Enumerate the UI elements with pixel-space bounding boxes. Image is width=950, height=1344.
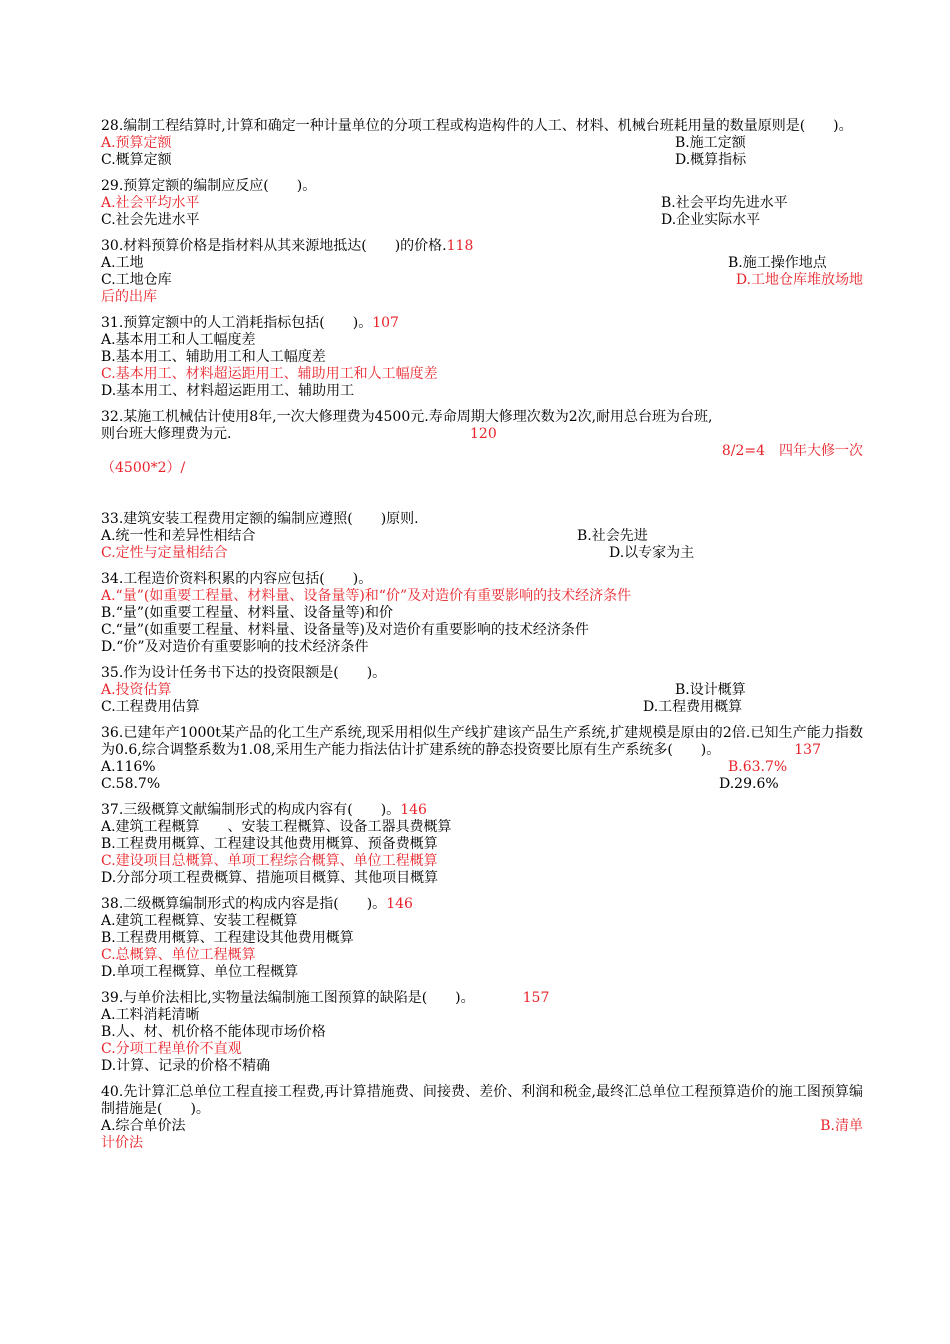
option-d: D.工程费用概算 bbox=[643, 699, 743, 715]
option-d: D.企业实际水平 bbox=[661, 212, 761, 228]
question-30 bbox=[101, 238, 863, 306]
question-stem: 28.编制工程结算时,计算和确定一种计量单位的分项工程或构造构件的人工、材料、机械台班耗用量的数量原则是( )。 bbox=[101, 118, 853, 134]
option-a: A.工料消耗清晰 bbox=[101, 1007, 200, 1023]
option-c: C.58.7% bbox=[101, 776, 161, 792]
option-b: B.设计概算 bbox=[675, 682, 746, 698]
option-c: C.“量”(如重要工程量、材料量、设备量等)及对造价有重要影响的技术经济条件 bbox=[101, 622, 589, 638]
option-d: D.以专家为主 bbox=[609, 545, 695, 561]
option-a: A.统一性和差异性相结合 bbox=[101, 528, 256, 544]
option-b: B.工程费用概算、工程建设其他费用概算 bbox=[101, 930, 354, 946]
page-reference: 157 bbox=[522, 990, 550, 1006]
question-stem: 32.某施工机械估计使用8年,一次大修理费为4500元.寿命周期大修理次数为2次,耐用总台班为台班, bbox=[101, 409, 713, 425]
option-a: A.建筑工程概算 、安装工程概算、设备工器具费概算 bbox=[101, 819, 452, 835]
option-b: B.社会先进 bbox=[577, 528, 648, 544]
option-c: C.基本用工、材料超运距用工、辅助用工和人工幅度差 bbox=[101, 366, 438, 382]
option-b-continued: 计价法 bbox=[101, 1135, 143, 1151]
option-c: C.工地仓库 bbox=[101, 272, 172, 288]
question-stem: 33.建筑安装工程费用定额的编制应遵照( )原则. bbox=[101, 511, 419, 527]
page-reference: 146 bbox=[386, 896, 413, 912]
option-a: A.投资估算 bbox=[101, 682, 172, 698]
question-stem: 35.作为设计任务书下达的投资限额是( )。 bbox=[101, 665, 387, 681]
option-c: C.工程费用估算 bbox=[101, 699, 200, 715]
option-c: C.社会先进水平 bbox=[101, 212, 200, 228]
document-page bbox=[101, 118, 863, 1161]
question-32 bbox=[101, 409, 863, 502]
question-31 bbox=[101, 315, 863, 400]
question-stem-continued: 则台班大修理费为元. bbox=[101, 426, 232, 442]
page-reference: 120 bbox=[470, 426, 497, 442]
page-reference: 146 bbox=[400, 802, 427, 818]
page-reference: 118 bbox=[446, 238, 474, 254]
page-reference: 137 bbox=[794, 742, 821, 758]
question-34 bbox=[101, 571, 863, 656]
option-c: C.总概算、单位工程概算 bbox=[101, 947, 256, 963]
answer-note: 8/2=4 四年大修一次 bbox=[721, 443, 863, 459]
question-37 bbox=[101, 802, 863, 887]
option-a: A.116% bbox=[101, 759, 156, 775]
question-stem: 40.先计算汇总单位工程直接工程费,再计算措施费、间接费、差价、利润和税金,最终汇总单位工程预算造价的施工图预算编制措施是( )。 bbox=[101, 1084, 863, 1117]
option-d: D.基本用工、材料超运距用工、辅助用工 bbox=[101, 383, 355, 399]
question-stem: 29.预算定额的编制应反应( )。 bbox=[101, 178, 317, 194]
option-a: A.“量”(如重要工程量、材料量、设备量等)和“价”及对造价有重要影响的技术经济条件 bbox=[101, 588, 632, 604]
option-c: C.定性与定量相结合 bbox=[101, 545, 228, 561]
question-38 bbox=[101, 896, 863, 981]
option-a: A.综合单价法 bbox=[101, 1118, 186, 1134]
option-b: B.人、材、机价格不能体现市场价格 bbox=[101, 1024, 326, 1040]
option-d: D.分部分项工程费概算、措施项目概算、其他项目概算 bbox=[101, 870, 439, 886]
option-d-continued: 后的出库 bbox=[101, 289, 157, 305]
option-a: A.基本用工和人工幅度差 bbox=[101, 332, 256, 348]
question-stem: 38.二级概算编制形式的构成内容是指( )。 bbox=[101, 896, 387, 912]
option-c: C.分项工程单价不直观 bbox=[101, 1041, 242, 1057]
page-reference: 107 bbox=[372, 315, 399, 331]
question-28 bbox=[101, 118, 863, 169]
answer-note-continued: （4500*2）/ bbox=[101, 460, 186, 476]
option-b: B.施工定额 bbox=[675, 135, 746, 151]
question-29 bbox=[101, 178, 863, 229]
option-b: B.工程费用概算、工程建设其他费用概算、预备费概算 bbox=[101, 836, 438, 852]
option-d: D.计算、记录的价格不精确 bbox=[101, 1058, 271, 1074]
question-stem: 39.与单价法相比,实物量法编制施工图预算的缺陷是( )。 bbox=[101, 990, 475, 1006]
option-a: A.建筑工程概算、安装工程概算 bbox=[101, 913, 298, 929]
option-b: B.社会平均先进水平 bbox=[661, 195, 788, 211]
option-d: D.“价”及对造价有重要影响的技术经济条件 bbox=[101, 639, 369, 655]
option-d: D.单项工程概算、单位工程概算 bbox=[101, 964, 299, 980]
option-a: A.社会平均水平 bbox=[101, 195, 200, 211]
question-stem: 31.预算定额中的人工消耗指标包括( )。 bbox=[101, 315, 373, 331]
option-b: B.“量”(如重要工程量、材料量、设备量等)和价 bbox=[101, 605, 393, 621]
question-36 bbox=[101, 725, 863, 793]
question-35 bbox=[101, 665, 863, 716]
option-c: C.概算定额 bbox=[101, 152, 172, 168]
question-39 bbox=[101, 990, 863, 1075]
option-b: B.施工操作地点 bbox=[728, 255, 827, 271]
question-stem: 34.工程造价资料积累的内容应包括( )。 bbox=[101, 571, 373, 587]
question-40 bbox=[101, 1084, 863, 1152]
question-stem: 36.已建年产1000t某产品的化工生产系统,现采用相似生产线扩建该产品生产系统,扩建规模是原由的2倍.已知生产能力指数为0.6,综合调整系数为1.08,采用生产能力指法估计扩建系统的静态投资要比原有生产系统多( )。 137 bbox=[101, 725, 863, 758]
question-stem: 30.材料预算价格是指材料从其来源地抵达( )的价格. bbox=[101, 238, 447, 254]
option-d: D.概算指标 bbox=[675, 152, 747, 168]
question-33 bbox=[101, 511, 863, 562]
option-d: D.29.6% bbox=[719, 776, 779, 792]
option-c: C.建设项目总概算、单项工程综合概算、单位工程概算 bbox=[101, 853, 438, 869]
question-stem: 37.三级概算文献编制形式的构成内容有( )。 bbox=[101, 802, 401, 818]
option-d: D.工地仓库堆放场地 bbox=[735, 272, 863, 288]
option-b: B.清单 bbox=[820, 1118, 863, 1134]
option-a: A.工地 bbox=[101, 255, 144, 271]
option-b: B.63.7% bbox=[728, 759, 788, 775]
option-a: A.预算定额 bbox=[101, 135, 172, 151]
option-b: B.基本用工、辅助用工和人工幅度差 bbox=[101, 349, 326, 365]
